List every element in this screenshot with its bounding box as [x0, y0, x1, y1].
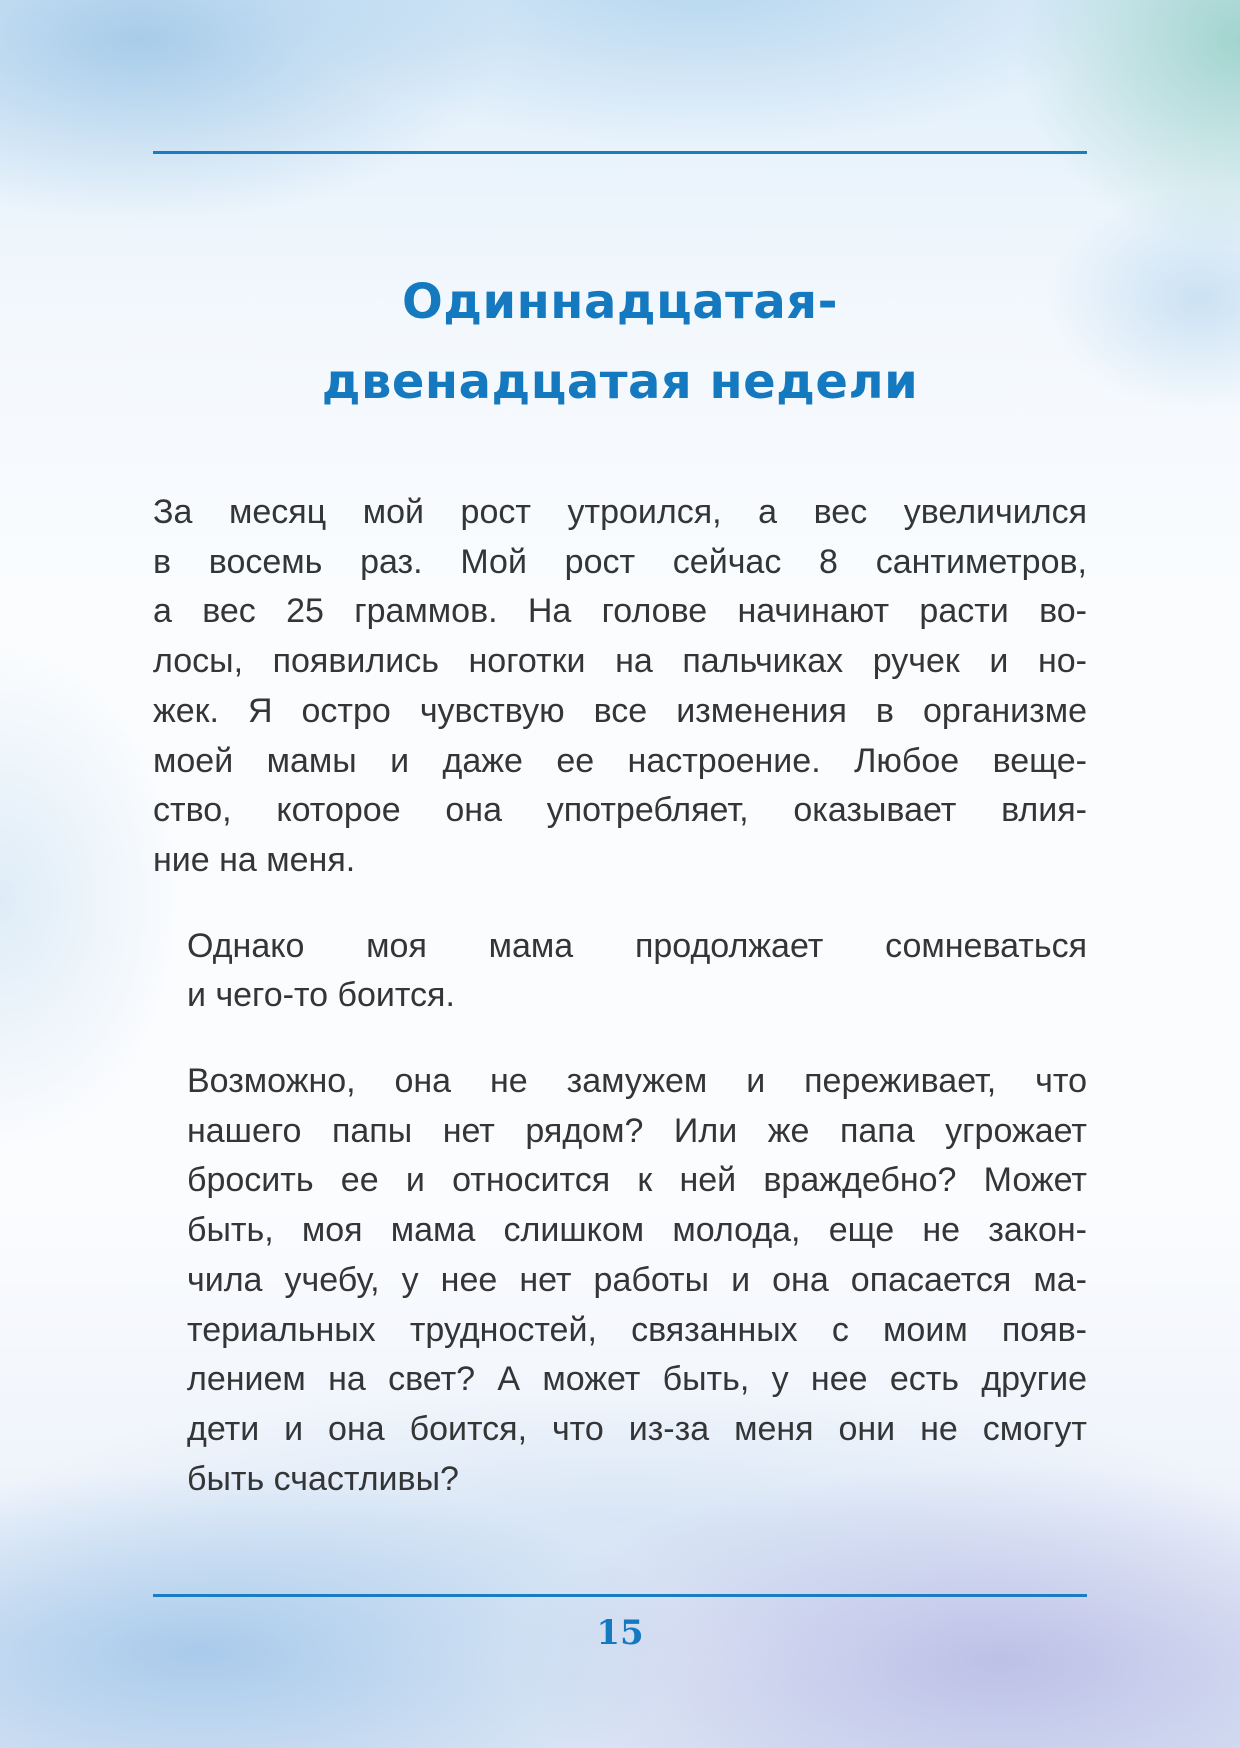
text-line: дети и она боится, что из-за меня они не смогут: [187, 1409, 1087, 1448]
top-divider: [153, 151, 1087, 154]
text-line: За месяц мой рост утроился, а вес увеличился: [153, 493, 1087, 531]
text-line: лосы, появились ноготки на пальчиках ручек и но-: [153, 642, 1087, 681]
text-line: бросить ее и относится к ней враждебно? Может: [187, 1161, 1087, 1200]
bottom-divider: [153, 1594, 1087, 1597]
text-line: нашего папы нет рядом? Или же папа угрожает: [187, 1111, 1087, 1150]
text-line: быть, моя мама слишком молода, еще не закон-: [187, 1211, 1087, 1250]
text-line: чила учебу, у нее нет работы и она опасается ма-: [187, 1260, 1087, 1299]
text-line: и чего-то боится.: [187, 976, 455, 1015]
body-text: [153, 488, 1087, 1504]
text-line: ние на меня.: [153, 840, 356, 879]
title-line-2: двенадцатая недели: [321, 354, 919, 410]
paragraph-3: [153, 1057, 1087, 1504]
paragraph-gap: [153, 886, 1087, 922]
text-line: ство, которое она употребляет, оказывает влия-: [153, 791, 1087, 830]
page-number: 15: [596, 1613, 644, 1653]
paragraph-2: [153, 922, 1087, 1021]
text-line: быть счастливы?: [187, 1459, 459, 1498]
text-line: жек. Я остро чувствую все изменения в организме: [153, 691, 1087, 730]
text-line: Возможно, она не замужем и переживает, что: [187, 1062, 1087, 1101]
text-line: Однако моя мама продолжает сомневаться: [187, 926, 1087, 965]
text-line: териальных трудностей, связанных с моим появ-: [187, 1310, 1087, 1349]
paragraph-1: [153, 488, 1087, 886]
title-line-1: Одиннадцатая-: [401, 274, 839, 330]
paragraph-gap: [153, 1021, 1087, 1057]
page-title: [153, 262, 1087, 422]
text-line: лением на свет? А может быть, у нее есть другие: [187, 1360, 1087, 1399]
text-line: моей мамы и даже ее настроение. Любое веще-: [153, 741, 1087, 780]
text-line: в восемь раз. Мой рост сейчас 8 сантиметров,: [153, 542, 1087, 581]
text-line: а вес 25 граммов. На голове начинают расти во-: [153, 592, 1087, 631]
